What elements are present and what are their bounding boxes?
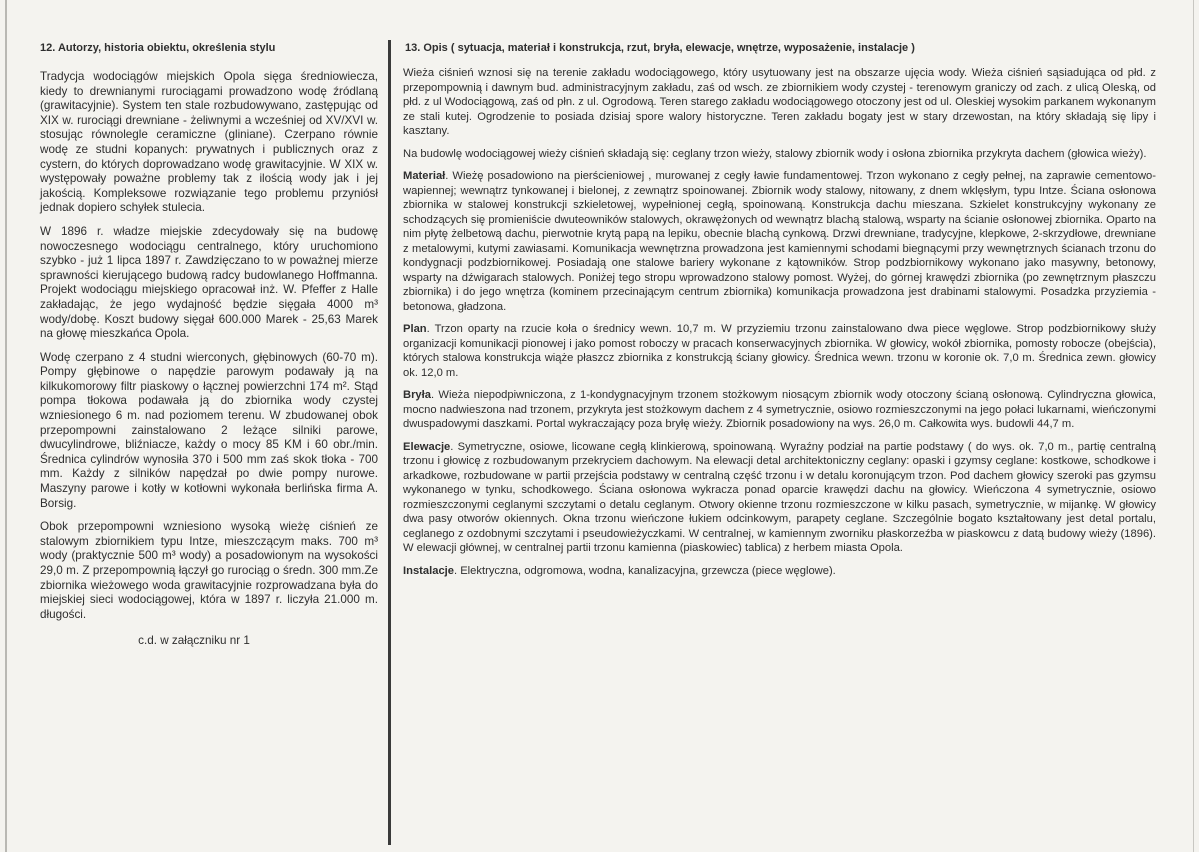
history-paragraph-3: Wodę czerpano z 4 studni wierconych, głębinowych (60-70 m). Pompy głębinowe o napędzie parowym podawały ją na kilkukomorowy filtr piaskowy o łącznej powierzchni 174 m². Stąd pompa tłokowa podawała ją do zbiornika wody czystej wzniesionego 6 m. nad poziomem terenu. W zbudowanej obok przepompowni zainstalowano 2 leżące silniki parowe, dwucylindrowe, bliźniacze, każdy o mocy 85 KM i 60 obr./min. Średnica cylindrów wynosiła 370 i 500 mm zaś skok tłoka - 700 mm. Każdy z silników napędzał po dwie pompy nurowe. Maszyny parowe i kotły w kotłowni wykonała berlińska firma A. Borsig. [40, 350, 378, 510]
history-paragraph-1: Tradycja wodociągów miejskich Opola sięga średniowiecza, kiedy to drewnianymi rurociągami prowadzono wodę źródlaną (grawitacyjnie). System ten stale rozbudowywano, zastępując od XIX w. rurociągi drewniane - żeliwnymi a wcześniej od XV/XVI w. stosując równolegle ceramiczne (gliniane). Czerpano równie wodę ze studni kopanych: prywatnych i publicznych oraz z cystern, do których doprowadzano wodę grawitacyjnie. W XIX w. występowały poważne problemy tak z ilością wody jak i jej jakością. Kompleksowe rozwiązanie tego problemu przyniósł jednak dopiero schyłek stulecia. [40, 70, 378, 215]
bryla-text: . Wieża niepodpiwniczona, z 1-kondygnacyjnym trzonem stożkowym niosącym zbiornik wody otoczony ścianą osłonową. Cylindryczna głowica, mocno nadwieszona nad trzonem, przykryta jest stożkowym dachem z 4 symetrycznie, osiowo rozmieszczonymi na jego połaci lukarnami, wieńczonymi dwuspadowymi daszkami. Portal wykraczający poza bryłę wieży. Zbiornik posadowiony na wys. 26,0 m. Całkowita wys. budowli 44,7 m. [403, 389, 1156, 430]
instalacje-text: . Elektryczna, odgromowa, wodna, kanalizacyjna, grzewcza (piece węglowe). [454, 564, 836, 577]
right-column [403, 42, 1156, 586]
continuation-note: c.d. w załączniku nr 1 [138, 634, 250, 648]
elewacje-label: Elewacje [403, 440, 451, 453]
material-label: Materiał [403, 170, 446, 182]
elewacje-paragraph [403, 440, 1156, 556]
history-paragraph-4: Obok przepompowni wzniesiono wysoką wieżę ciśnień ze stalowym zbiornikiem typu Intze, mieszczącym maks. 700 m³ wody (praktycznie 500 m³ wody) a posadowionym na wysokości 29,0 m. Z przepompownią łączył go rurociąg o średn. 300 mm.Ze zbiornika wieżowego woda grawitacyjnie rozprowadzana była do miejskiej sieci wodociągowej, która w 1897 r. liczyła 21.000 m. długości. [40, 520, 378, 621]
instalacje-paragraph [403, 564, 1156, 579]
plan-paragraph [403, 322, 1156, 380]
elewacje-text: . Symetryczne, osiowe, licowane cegłą klinkierową, spoinowaną. Wyraźny podział na partie podstawy ( do wys. ok. 7,0 m., partię centralną trzonu i głowicę z rozbudowanym przekryciem dachowym. Na elewacji detal architektoniczny ceglany: opaski i gzymsy ceglane: kostkowe, schodkowe i arkadkowe, rozbudowane w partii przejścia podstawy w centralną część trzonu i w detalu koronującym trzon. Pod dachem głowicy szeroki pas gzymsu wykonanego w tynku, schodkowego. Ściana osłonowa wykracza ponad oparcie krawędzi dachu na głowicy. Wieńczona 4 symetrycznie, osiowo rozmieszczonymi ceglanymi szczytami o detalu ceglanym. Otwory okienne trzonu rozmieszczone w kilku pasach, symetrycznie, w mijankę. W głowicy dwa pasy otworów okiennych. Okna trzonu wieńczone łukiem odcinkowym, parapety ceglane. Szczególnie bogato kształtowany jest detal portalu, ceglanego z ozdobnymi szczytami i pseudowieżyczkami. W centralnej, w kamiennym zworniku płaskorzeźba w piaskowcu z datą budowy wieży (1896). W elewacji głównej, w centralnej partii trzonu kamienna (piaskowiec) tablica) z herbem miasta Opola. [403, 440, 1156, 554]
plan-text: . Trzon oparty na rzucie koła o średnicy wewn. 10,7 m. W przyziemiu trzonu zainstalowano dwa piece węglowe. Strop podzbiornikowy służy organizacji komunikacji pionowej i jako pomost roboczy w pracach konserwacyjnych zbiornika. W głowicy, wokół zbiornika, pomosty robocze (obejścia), których stalowa konstrukcja wiąże płaszcz zbiornika z konstrukcją ściany głowicy. Średnica wewn. trzonu w koronie ok. 7,0 m. Średnica zewn. głowicy ok. 12,0 m. [403, 323, 1156, 379]
section-12-heading: 12. Autorzy, historia obiektu, określenia stylu [40, 42, 276, 54]
plan-label: Plan [403, 323, 427, 335]
history-paragraph-2: W 1896 r. władze miejskie zdecydowały się na budowę nowoczesnego wodociągu centralnego, który uruchomiono szybko - już 1 lipca 1897 r. Zawdzięczano to w poważnej mierze sprawności kierującego budową radcy budowlanego Hoffmanna. Projekt wodociągu miejskiego opracował inż. W. Pfeffer z Halle zakładając, że jego wydajność będzie sięgała 4000 m³ wody/dobę. Koszt budowy sięgał 600.000 Marek - 25,63 Marek na głowę mieszkańca Opola. [40, 224, 378, 341]
section-13-heading: 13. Opis ( sytuacja, materiał i konstrukcja, rzut, bryła, elewacje, wnętrze, wyposażenie, instalacje ) [405, 42, 915, 54]
description-intro-2: Na budowlę wodociągowej wieży ciśnień składają się: ceglany trzon wieży, stalowy zbiornik wody i osłona zbiornika przykryta dachem (głowica wieży). [403, 147, 1147, 160]
material-text: . Wieżę posadowiono na pierścieniowej , murowanej z cegły ławie fundamentowej. Trzon wykonano z cegły pełnej, na zaprawie cementowo-wapiennej; wewnątrz tynkowanej i bielonej, z zewnątrz spoinowanej. Zbiornik wody stalowy, nitowany, z dnem wklęsłym, typu Intze. Ściana osłonowa zbiornika w stalowej konstrukcji szkieletowej, wypełnionej cegłą, spoinowaną. Konstrukcja dachu mieszana. Szkielet konstrukcyjny wykonany ze schodzących się promieniście dwuteowników stalowych, okrawężonych od wewnątrz blachą stalową, wsparty na ścianie osłonowej zbiornika. Oparto na nim płytę żelbetową dachu, pierwotnie krytą papą na lepiku, obecnie blachą cynkową. Drzwi drewniane, tradycyjne, klepkowe, 2-skrzydłowe, drewniane z metalowymi, kutymi zawiasami. Komunikacja wewnętrzna prowadzona jest kamiennymi schodami biegnącymi przy wewnętrznych ścianach trzonu do kondygnacji podzbiornikowej. Posiadają one stalowe bariery wykonane z kątowników. Strop podzbiornikowy wykonano jako masywny, betonowy, wsparty na dźwigarach stalowych. Poniżej tego stropu wprowadzono stalowy pomost. Wyżej, do górnej krawędzi zbiornika (po zewnętrznym płaszczu zbiornika) i do jego wnętrza (kominem przecinającym centrum zbiornika) komunikacja prowadzona jest drabinami stalowymi. Posadzka przyziemia - betonowa, gładzona. [403, 170, 1156, 313]
instalacje-label: Instalacje [403, 564, 454, 577]
column-divider [388, 40, 391, 845]
material-paragraph [403, 169, 1156, 314]
description-intro-1: Wieża ciśnień wznosi się na terenie zakładu wodociągowego, który usytuowany jest na obszarze ujęcia wody. Wieża ciśnień sąsiadująca od płd. z przepompownią i dawnym bud. administracyjnym zakładu, zaś od wsch. ze zbiornikiem wody czystej - terenowym graniczy od zach. z ulicą Oleską, od płd. z ul Wodociągową, zaś od płn. z ul. Ogrodową. Teren starego zakładu wodociągowego otoczony jest od ul. Oleskiej wysokim parkanem wykonanym ze stali kutej. Ogrodzenie to posiada dzisiaj spore walory historyczne. Teren zakładu bogaty jest w stary drzewostan, na który składają się lipy i kasztany. [403, 67, 1156, 137]
page-edge-right [1193, 0, 1194, 852]
bryla-paragraph [403, 388, 1156, 432]
page-edge-left [5, 0, 7, 852]
bryla-label: Bryła [403, 389, 431, 401]
left-column [40, 42, 378, 647]
